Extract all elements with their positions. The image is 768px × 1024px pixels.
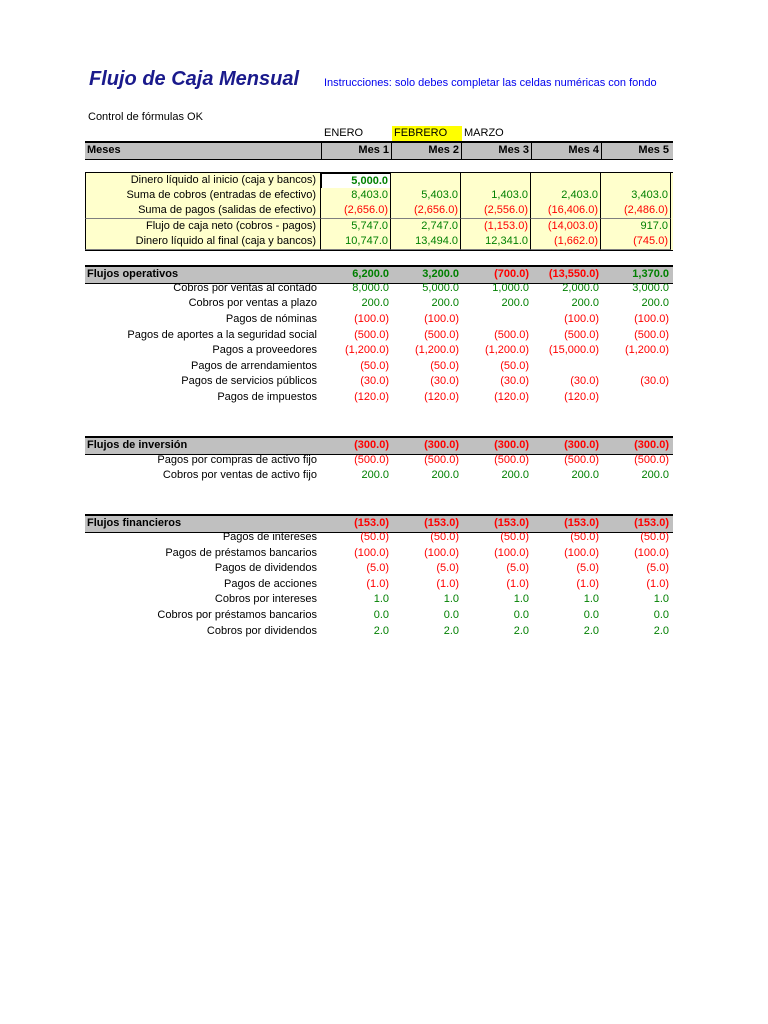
- table-row: [85, 624, 673, 640]
- summary-row: [85, 219, 673, 235]
- table-row: [85, 343, 673, 359]
- section-total: (153.0): [564, 517, 599, 529]
- section-title: Flujos operativos: [87, 268, 179, 280]
- month-name-2[interactable]: FEBRERO: [392, 126, 462, 141]
- value-cell[interactable]: (1.0): [576, 578, 599, 590]
- value-cell[interactable]: 200.0: [431, 297, 459, 309]
- month-name-3[interactable]: MARZO: [464, 127, 504, 139]
- value-cell[interactable]: (500.0): [424, 329, 459, 341]
- row-label: Cobros por dividendos: [206, 625, 317, 637]
- summary-cell: (745.0): [601, 234, 671, 250]
- section-total: (153.0): [354, 517, 389, 529]
- value-cell[interactable]: (500.0): [494, 454, 529, 466]
- value-cell[interactable]: (100.0): [424, 547, 459, 559]
- row-label: Cobros por ventas a plazo: [188, 297, 317, 309]
- value-cell[interactable]: 3,000.0: [632, 282, 669, 294]
- summary-cell: (2,486.0): [601, 203, 671, 219]
- value-cell[interactable]: (1.0): [506, 578, 529, 590]
- value-cell[interactable]: 2.0: [583, 625, 599, 637]
- value-cell[interactable]: 200.0: [571, 297, 599, 309]
- value-cell[interactable]: 200.0: [501, 297, 529, 309]
- header-label: Meses: [87, 144, 121, 156]
- value-cell[interactable]: 200.0: [571, 469, 599, 481]
- value-cell[interactable]: (50.0): [360, 360, 389, 372]
- value-cell[interactable]: 200.0: [641, 469, 669, 481]
- section-total: (13,550.0): [548, 268, 599, 280]
- value-cell[interactable]: (50.0): [640, 531, 669, 543]
- value-cell[interactable]: (500.0): [494, 329, 529, 341]
- value-cell[interactable]: (500.0): [564, 454, 599, 466]
- value-cell[interactable]: 0.0: [373, 609, 389, 621]
- instructions-text: Instrucciones: solo debes completar las celdas numéricas con fondo: [324, 77, 657, 89]
- summary-label: Dinero líquido al inicio (caja y bancos): [85, 173, 321, 189]
- value-cell[interactable]: (5.0): [366, 562, 389, 574]
- table-row: [85, 577, 673, 593]
- header-col: Mes 4: [531, 143, 601, 159]
- value-cell[interactable]: 2.0: [513, 625, 529, 637]
- value-cell[interactable]: (50.0): [430, 531, 459, 543]
- section-total: 1,370.0: [632, 268, 669, 280]
- section-total: (300.0): [634, 439, 669, 451]
- row-label: Cobros por préstamos bancarios: [157, 609, 317, 621]
- section-total: 3,200.0: [422, 268, 459, 280]
- value-cell[interactable]: 2.0: [443, 625, 459, 637]
- value-cell[interactable]: (1,200.0): [414, 344, 459, 356]
- value-cell[interactable]: (500.0): [354, 454, 389, 466]
- summary-cell: [461, 173, 531, 189]
- summary-row: [85, 188, 673, 204]
- summary-label: Dinero líquido al final (caja y bancos): [85, 234, 321, 250]
- summary-cell: [601, 173, 671, 189]
- summary-label: Flujo de caja neto (cobros - pagos): [85, 219, 321, 235]
- value-cell[interactable]: (120.0): [564, 391, 599, 403]
- value-cell[interactable]: (100.0): [564, 547, 599, 559]
- value-cell[interactable]: (15,000.0): [548, 344, 599, 356]
- row-label: Cobros por ventas de activo fijo: [162, 469, 317, 481]
- value-cell[interactable]: 200.0: [431, 469, 459, 481]
- header-col: Mes 5: [601, 143, 671, 159]
- table-row: [85, 296, 673, 312]
- value-cell[interactable]: 0.0: [513, 609, 529, 621]
- value-cell[interactable]: (30.0): [570, 375, 599, 387]
- value-cell[interactable]: 200.0: [361, 469, 389, 481]
- row-label: Pagos de préstamos bancarios: [165, 547, 317, 559]
- value-cell[interactable]: (120.0): [494, 391, 529, 403]
- value-cell[interactable]: 8,000.0: [352, 282, 389, 294]
- value-cell[interactable]: (1.0): [646, 578, 669, 590]
- section-total: (300.0): [494, 439, 529, 451]
- row-label: Pagos a proveedores: [212, 344, 317, 356]
- months-header-row: [85, 141, 673, 160]
- summary-row: [85, 172, 673, 189]
- value-cell[interactable]: 2.0: [653, 625, 669, 637]
- value-cell[interactable]: (50.0): [500, 531, 529, 543]
- value-cell[interactable]: 1,000.0: [492, 282, 529, 294]
- value-cell[interactable]: (30.0): [360, 375, 389, 387]
- initial-cash-input[interactable]: 5,000.0: [321, 173, 391, 189]
- value-cell[interactable]: (1,200.0): [344, 344, 389, 356]
- section-total: (153.0): [634, 517, 669, 529]
- table-row: [85, 312, 673, 328]
- value-cell[interactable]: (5.0): [506, 562, 529, 574]
- value-cell[interactable]: [461, 312, 531, 328]
- value-cell[interactable]: 0.0: [583, 609, 599, 621]
- value-cell[interactable]: 200.0: [641, 297, 669, 309]
- summary-cell: 8,403.0: [321, 188, 391, 204]
- table-row: [85, 359, 673, 375]
- row-label: Pagos de servicios públicos: [181, 375, 317, 387]
- value-cell[interactable]: (50.0): [360, 531, 389, 543]
- value-cell[interactable]: (30.0): [640, 375, 669, 387]
- row-label: Pagos de impuestos: [217, 391, 317, 403]
- value-cell[interactable]: 1.0: [373, 593, 389, 605]
- table-row: [85, 592, 673, 608]
- summary-cell: 13,494.0: [391, 234, 461, 250]
- value-cell[interactable]: (500.0): [564, 329, 599, 341]
- value-cell[interactable]: (1,200.0): [484, 344, 529, 356]
- summary-cell: (2,656.0): [321, 203, 391, 219]
- value-cell[interactable]: (100.0): [354, 547, 389, 559]
- value-cell[interactable]: (5.0): [646, 562, 669, 574]
- row-label: Pagos de dividendos: [214, 562, 317, 574]
- table-row: [85, 468, 673, 484]
- summary-cell: (16,406.0): [531, 203, 601, 219]
- row-label: Cobros por intereses: [214, 593, 317, 605]
- summary-cell: 917.0: [601, 219, 671, 235]
- row-label: Pagos de arrendamientos: [191, 360, 317, 372]
- row-label: Pagos de acciones: [224, 578, 317, 590]
- value-cell[interactable]: (120.0): [354, 391, 389, 403]
- value-cell[interactable]: (1.0): [366, 578, 389, 590]
- value-cell[interactable]: (30.0): [500, 375, 529, 387]
- summary-cell: (14,003.0): [531, 219, 601, 235]
- summary-cell: (2,556.0): [461, 203, 531, 219]
- row-label: Pagos de nóminas: [225, 313, 317, 325]
- section-title: Flujos de inversión: [87, 439, 188, 451]
- section-total: (153.0): [424, 517, 459, 529]
- row-label: Pagos de aportes a la seguridad social: [127, 329, 317, 341]
- section-total: (153.0): [494, 517, 529, 529]
- value-cell[interactable]: [601, 390, 671, 406]
- table-row: [85, 546, 673, 562]
- value-cell[interactable]: 2,000.0: [562, 282, 599, 294]
- value-cell[interactable]: 1.0: [513, 593, 529, 605]
- month-name-1[interactable]: ENERO: [324, 127, 364, 139]
- summary-label: Suma de pagos (salidas de efectivo): [85, 203, 321, 219]
- value-cell[interactable]: (1,200.0): [624, 344, 669, 356]
- summary-cell: (2,656.0): [391, 203, 461, 219]
- value-cell[interactable]: (500.0): [354, 329, 389, 341]
- section-total: (700.0): [494, 268, 529, 280]
- summary-row: [85, 203, 673, 219]
- value-cell[interactable]: 1.0: [443, 593, 459, 605]
- value-cell[interactable]: 200.0: [361, 297, 389, 309]
- value-cell[interactable]: 5,000.0: [422, 282, 459, 294]
- table-row: [85, 530, 673, 546]
- section-header-inversion: [85, 436, 673, 455]
- formula-control-label: Control de fórmulas OK: [88, 111, 203, 123]
- summary-cell: 1,403.0: [461, 188, 531, 204]
- header-col: Mes 3: [461, 143, 531, 159]
- value-cell[interactable]: (50.0): [500, 360, 529, 372]
- section-total: (300.0): [354, 439, 389, 451]
- value-cell[interactable]: (30.0): [430, 375, 459, 387]
- value-cell[interactable]: 2.0: [373, 625, 389, 637]
- summary-row: [85, 234, 673, 251]
- header-col: Mes 2: [391, 143, 461, 159]
- table-row: [85, 561, 673, 577]
- summary-cell: 12,341.0: [461, 234, 531, 250]
- summary-cell: 2,747.0: [391, 219, 461, 235]
- row-label: Pagos por compras de activo fijo: [157, 454, 317, 466]
- value-cell[interactable]: (50.0): [570, 531, 599, 543]
- summary-cell: 5,403.0: [391, 188, 461, 204]
- value-cell[interactable]: 1.0: [583, 593, 599, 605]
- section-total: (300.0): [564, 439, 599, 451]
- value-cell[interactable]: (1.0): [436, 578, 459, 590]
- summary-cell: [531, 173, 601, 189]
- table-row: [85, 281, 673, 297]
- page-title: Flujo de Caja Mensual: [89, 68, 300, 90]
- summary-cell: (1,153.0): [461, 219, 531, 235]
- table-row: [85, 608, 673, 624]
- value-cell[interactable]: [601, 359, 671, 375]
- value-cell[interactable]: (500.0): [634, 454, 669, 466]
- header-col: Mes 1: [321, 143, 391, 159]
- value-cell[interactable]: 1.0: [653, 593, 669, 605]
- value-cell[interactable]: (100.0): [564, 313, 599, 325]
- summary-label: Suma de cobros (entradas de efectivo): [85, 188, 321, 204]
- value-cell[interactable]: (5.0): [576, 562, 599, 574]
- summary-cell: [391, 173, 461, 189]
- value-cell[interactable]: (100.0): [494, 547, 529, 559]
- value-cell[interactable]: (50.0): [430, 360, 459, 372]
- table-row: [85, 328, 673, 344]
- summary-cell: 10,747.0: [321, 234, 391, 250]
- value-cell[interactable]: (100.0): [424, 313, 459, 325]
- value-cell[interactable]: (100.0): [634, 547, 669, 559]
- value-cell[interactable]: (100.0): [634, 313, 669, 325]
- value-cell[interactable]: 200.0: [501, 469, 529, 481]
- value-cell[interactable]: (500.0): [634, 329, 669, 341]
- summary-cell: 3,403.0: [601, 188, 671, 204]
- value-cell[interactable]: 0.0: [653, 609, 669, 621]
- row-label: Pagos de intereses: [222, 531, 317, 543]
- value-cell[interactable]: (120.0): [424, 391, 459, 403]
- summary-cell: 2,403.0: [531, 188, 601, 204]
- section-total: (300.0): [424, 439, 459, 451]
- value-cell[interactable]: (100.0): [354, 313, 389, 325]
- value-cell[interactable]: [531, 359, 601, 375]
- summary-cell: (1,662.0): [531, 234, 601, 250]
- table-row: [85, 390, 673, 406]
- summary-cell: 5,747.0: [321, 219, 391, 235]
- table-row: [85, 374, 673, 390]
- table-row: [85, 453, 673, 469]
- value-cell[interactable]: (5.0): [436, 562, 459, 574]
- row-label: Cobros por ventas al contado: [173, 282, 317, 294]
- value-cell[interactable]: (500.0): [424, 454, 459, 466]
- section-total: 6,200.0: [352, 268, 389, 280]
- section-title: Flujos financieros: [87, 517, 182, 529]
- value-cell[interactable]: 0.0: [443, 609, 459, 621]
